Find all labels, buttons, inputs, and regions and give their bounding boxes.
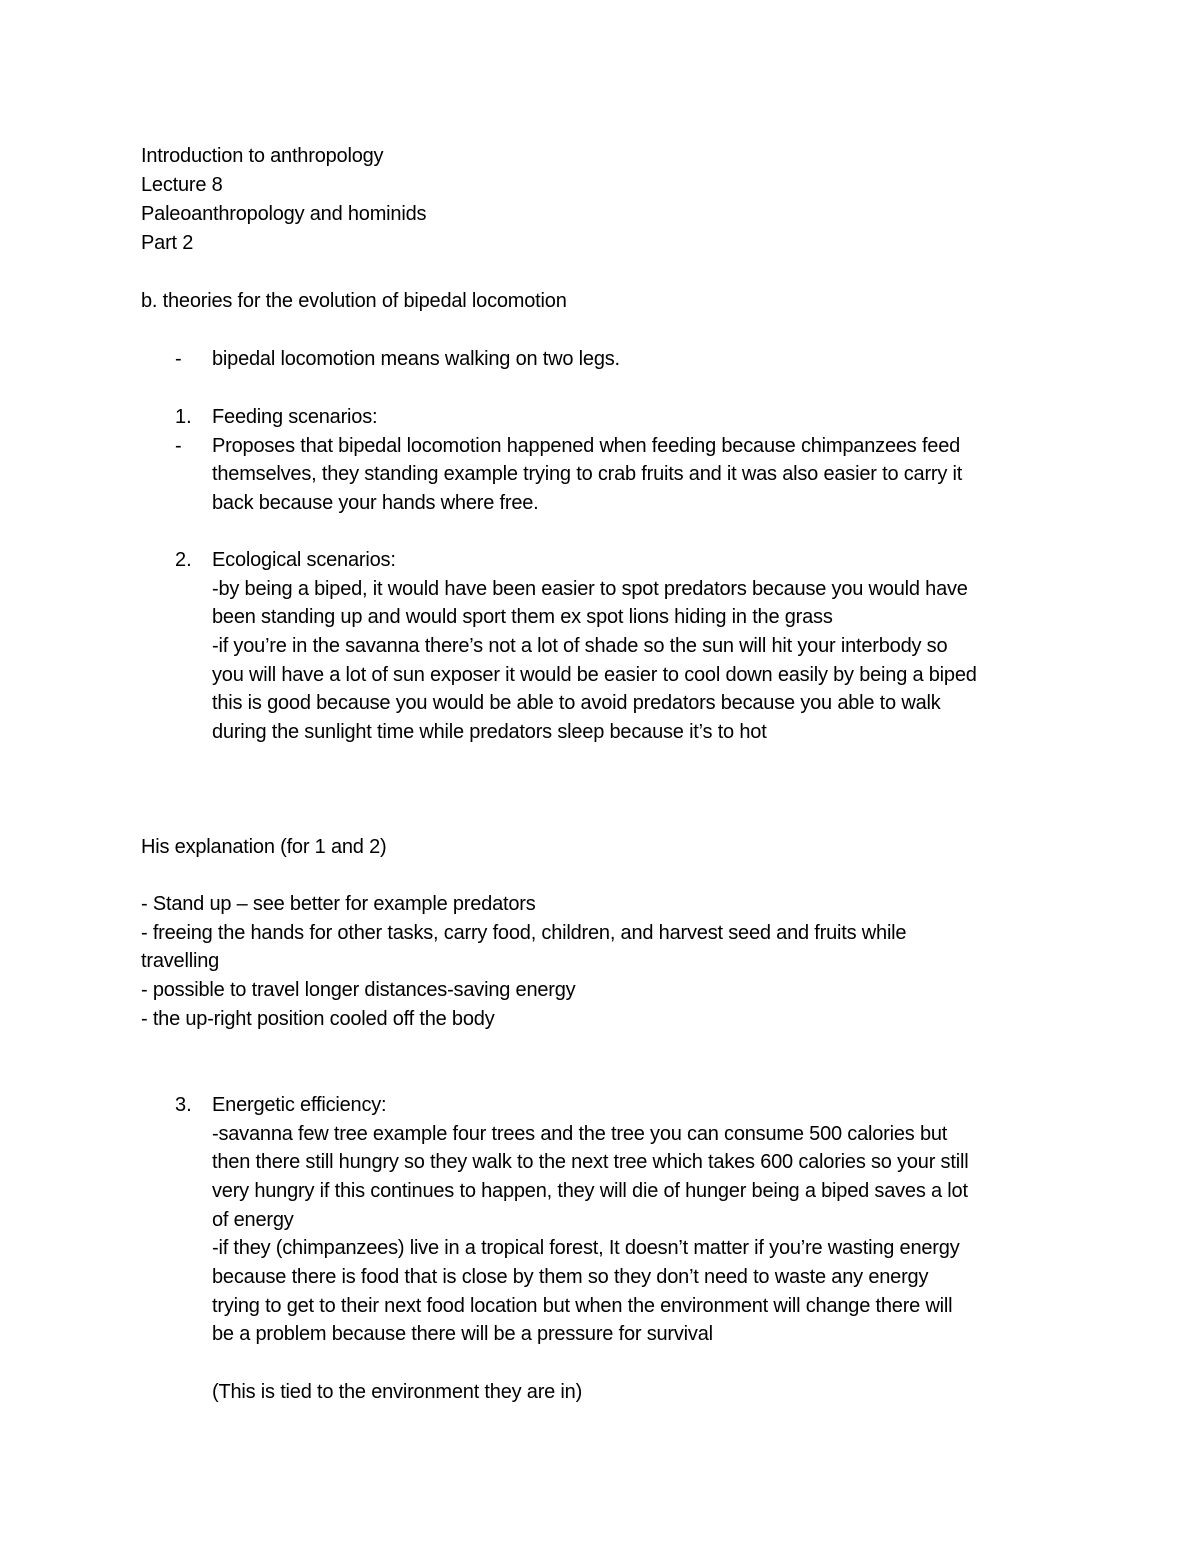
explanation-line: - freeing the hands for other tasks, carry food, children, and harvest seed and fruits while bbox=[141, 922, 907, 944]
scenario-3-line: -savanna few tree example four trees and the tree you can consume 500 calories but bbox=[212, 1123, 948, 1145]
list-number-2: 2. bbox=[175, 549, 192, 571]
scenario-2-line: you will have a lot of sun exposer it would be easier to cool down easily by being a biped bbox=[212, 664, 977, 686]
explanation-heading: His explanation (for 1 and 2) bbox=[141, 836, 387, 858]
scenario-1-line: Proposes that bipedal locomotion happened when feeding because chimpanzees feed bbox=[212, 435, 961, 457]
list-number-3: 3. bbox=[175, 1094, 192, 1116]
scenario-2-line: been standing up and would sport them ex spot lions hiding in the grass bbox=[212, 606, 833, 628]
definition-text: bipedal locomotion means walking on two legs. bbox=[212, 348, 620, 370]
scenario-3-line: -if they (chimpanzees) live in a tropical forest, It doesn’t matter if you’re wasting energy bbox=[212, 1237, 960, 1259]
scenario-1-line: back because your hands where free. bbox=[212, 492, 539, 514]
scenario-3-line: very hungry if this continues to happen, they will die of hunger being a biped saves a lot bbox=[212, 1180, 968, 1202]
course-title: Introduction to anthropology bbox=[141, 145, 384, 167]
scenario-1-title: Feeding scenarios: bbox=[212, 406, 378, 428]
scenario-3-line: because there is food that is close by them so they don’t need to waste any energy bbox=[212, 1266, 929, 1288]
scenario-3-title: Energetic efficiency: bbox=[212, 1094, 387, 1116]
explanation-line: - possible to travel longer distances-saving energy bbox=[141, 979, 576, 1001]
explanation-line: travelling bbox=[141, 950, 220, 972]
scenario-2-line: -by being a biped, it would have been easier to spot predators because you would have bbox=[212, 578, 968, 600]
scenario-2-line: this is good because you would be able to avoid predators because you able to walk bbox=[212, 692, 941, 714]
scenario-1-line: themselves, they standing example trying to crab fruits and it was also easier to carry it bbox=[212, 463, 963, 485]
scenario-3-line: of energy bbox=[212, 1209, 294, 1231]
part-label: Part 2 bbox=[141, 232, 194, 254]
scenario-3-line: be a problem because there will be a pressure for survival bbox=[212, 1323, 713, 1345]
explanation-line: - the up-right position cooled off the body bbox=[141, 1008, 495, 1030]
bullet-dash: - bbox=[175, 348, 182, 370]
scenario-3-note: (This is tied to the environment they are in) bbox=[212, 1381, 583, 1403]
lecture-number: Lecture 8 bbox=[141, 174, 223, 196]
scenario-2-line: -if you’re in the savanna there’s not a lot of shade so the sun will hit your interbody so bbox=[212, 635, 948, 657]
scenario-2-line: during the sunlight time while predators sleep because it’s to hot bbox=[212, 721, 767, 743]
bullet-dash: - bbox=[175, 435, 182, 457]
lecture-topic: Paleoanthropology and hominids bbox=[141, 203, 427, 225]
scenario-3-line: then there still hungry so they walk to the next tree which takes 600 calories so your still bbox=[212, 1151, 969, 1173]
list-number-1: 1. bbox=[175, 406, 192, 428]
explanation-line: - Stand up – see better for example predators bbox=[141, 893, 536, 915]
scenario-3-line: trying to get to their next food location but when the environment will change there will bbox=[212, 1295, 953, 1317]
scenario-2-title: Ecological scenarios: bbox=[212, 549, 396, 571]
section-b-heading: b. theories for the evolution of bipedal locomotion bbox=[141, 290, 567, 312]
